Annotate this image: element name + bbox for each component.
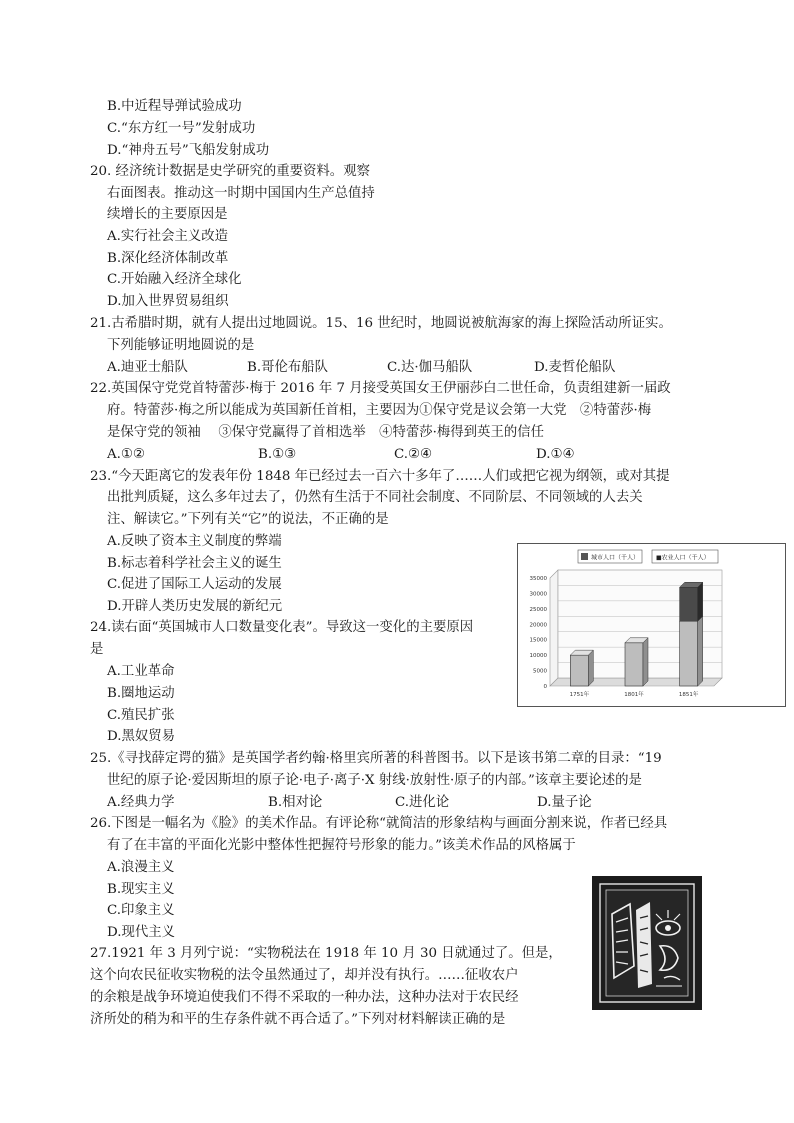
q24-stem-line: 是 [90,642,104,657]
q20-option-b: B.深化经济体制改革 [107,251,229,266]
q22-stem-line: 是保守党的领袖 ③保守党赢得了首相选举 ④特蕾莎·梅得到英王的信任 [107,425,545,440]
chart-bar [680,587,698,621]
q21-stem-line: 21.古希腊时期，就有人提出过地圆说。15、16 世纪时，地圆说被航海家的海上探险活动所证实。 [90,316,672,331]
q20-stem-line: 右面图表。推动这一时期中国国内生产总值持 [107,186,375,201]
q23-option-d: D.开辟人类历史发展的新纪元 [107,599,283,614]
chart-y-tick-label: 35000 [529,576,547,582]
q22-option-d: D.①④ [536,447,575,462]
q25-option-b: B.相对论 [268,795,323,810]
q27-stem-line: 济所处的稍为和平的生存条件就不再合适了。”下列对材料解读正确的是 [90,1012,506,1027]
q25-stem-line: 25.《寻找薛定谔的猫》是英国学者约翰·格里宾所著的科普图书。以下是该书第二章的目录：“19 [90,751,662,766]
q20-stem-line: 20. 经济统计数据是史学研究的重要资料。观察 [90,164,370,179]
q26-stem-line: 26.下图是一幅名为《脸》的美术作品。有评论称“就简洁的形象结构与画面分割来说，作者已经具 [90,816,668,831]
q21-stem-line: 下列能够证明地圆说的是 [107,338,255,353]
q26-option-a: A.浪漫主义 [107,860,175,875]
q23-stem-line: 注、解读它。”下列有关“它”的说法，不正确的是 [107,512,389,527]
chart-bar-side [698,616,703,686]
q20-stem-line: 续增长的主要原因是 [107,207,228,222]
q19-option-d: D.“神舟五号”飞船发射成功 [107,143,270,158]
chart-legend-swatch [581,553,588,560]
chart-y-tick-label: 10000 [529,653,547,660]
chart-y-tick-label: 30000 [529,591,547,598]
q26-stem-line: 有了在丰富的平面化光影中整体性把握符号形象的能力。”该美术作品的风格属于 [107,838,576,853]
q25-stem-line: 世纪的原子论·爱因斯坦的原子论·电子·离子·X 射线·放射性·原子的内部。”该章主要论述的是 [107,773,642,788]
chart-bar-side [588,650,593,686]
chart-bar [680,621,698,686]
chart-bar [625,643,643,686]
chart-side-wall [550,570,558,686]
chart-bar-side [643,638,648,686]
q20-option-a: A.实行社会主义改造 [107,229,229,244]
q23-stem-line: 23.“今天距离它的发表年份 1848 年已经过去一百六十多年了……人们或把它视为纲领，或对其提 [90,469,670,484]
face-artwork-image [590,874,704,1012]
population-chart-svg [518,544,785,706]
chart-y-tick-label: 5000 [533,668,547,675]
q25-option-a: A.经典力学 [107,795,175,810]
q22-stem-line: 22.英国保守党党首特蕾莎·梅于 2016 年 7 月接受英国女王伊丽莎白二世任命，负责组建新一届政 [90,381,671,396]
q22-option-c: C.②④ [394,447,433,462]
q22-stem-line: 府。特蕾莎·梅之所以能成为英国新任首相，主要因为①保守党是议会第一大党 ②特蕾莎·梅 [107,403,652,418]
q27-stem-line: 27.1921 年 3 月列宁说：“实物税法在 1918 年 10 月 30 日就通过了。但是， [90,946,562,961]
q21-option-b: B.哥伦布船队 [247,360,329,375]
chart-x-tick-label: 1751年 [569,692,590,698]
chart-x-ticks [570,690,699,698]
q22-option-b: B.①③ [258,447,297,462]
chart-y-tick-label: 20000 [529,622,547,629]
chart-legend [578,550,718,563]
chart-y-ticks [530,576,548,690]
q21-option-a: A.迪亚士船队 [107,360,188,375]
q24-option-d: D.黑奴贸易 [107,729,176,744]
q21-option-d: D.麦哲伦船队 [534,360,616,375]
q24-stem-line: 24.读右面“英国城市人口数量变化表”。导致这一变化的主要原因 [90,620,474,635]
q24-option-c: C.殖民扩张 [107,708,175,723]
q19-option-c: C.“东方红一号”发射成功 [107,121,256,136]
q23-stem-line: 出批判质疑，这么多年过去了，仍然有生活于不同社会制度、不同阶层、不同领域的人去关 [107,490,643,505]
q23-option-b: B.标志着科学社会主义的诞生 [107,556,282,571]
chart-y-tick-label: 0 [543,684,547,690]
q25-option-d: D.量子论 [537,795,592,810]
q26-option-c: C.印象主义 [107,903,175,918]
q26-option-d: D.现代主义 [107,925,176,940]
q27-stem-line: 这个向农民征收实物税的法令虽然通过了，却并没有执行。……征收农户 [90,968,519,983]
q22-option-a: A.①② [107,447,145,462]
q23-option-c: C.促进了国际工人运动的发展 [107,577,282,592]
q24-option-a: A.工业革命 [107,664,175,679]
q23-option-a: A.反映了资本主义制度的弊端 [107,534,282,549]
q24-option-b: B.圈地运动 [107,686,175,701]
q20-option-d: D.加入世界贸易组织 [107,294,229,309]
q25-option-c: C.进化论 [395,795,450,810]
q20-option-c: C.开始融入经济全球化 [107,272,242,287]
q27-stem-line: 的余粮是战争环境迫使我们不得不采取的一种办法，这种办法对于农民经 [90,990,519,1005]
q26-option-b: B.现实主义 [107,882,175,897]
chart-x-tick-label: 1801年 [624,692,644,698]
population-chart [517,543,786,707]
chart-bar-side [698,582,703,621]
chart-legend-label: ■农业人口（千人） [656,554,710,562]
chart-legend-label: 城市人口（千人） [591,554,640,562]
q19-option-b: B.中近程导弹试验成功 [107,99,242,114]
chart-bar [570,655,588,686]
face-artwork-picture [590,874,704,1012]
chart-y-tick-label: 25000 [529,606,547,613]
chart-y-tick-label: 15000 [529,637,547,644]
q21-option-c: C.达·伽马船队 [387,360,473,375]
chart-x-tick-label: 1851年 [678,692,699,698]
